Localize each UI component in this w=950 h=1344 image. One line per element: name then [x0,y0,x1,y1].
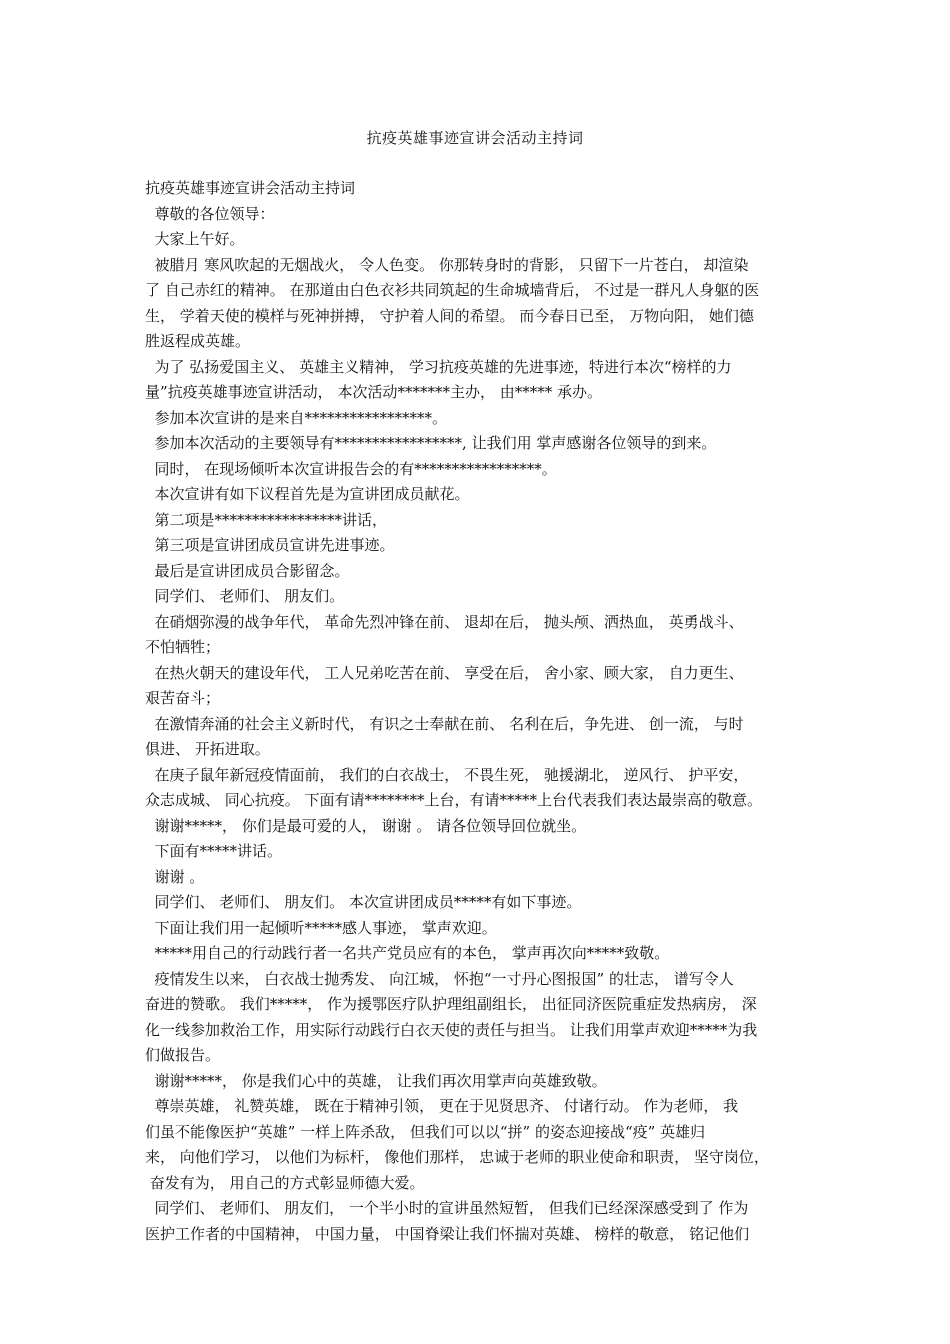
text-line: 下面让我们用一起倾听*****感人事迹， 掌声欢迎。 [145,918,497,937]
text-line: 在庚子鼠年新冠疫情面前， 我们的白衣战士， 不畏生死， 驰援湖北， 逆风行、 护平安， [145,765,749,784]
text-line: 生， 学着天使的模样与死神拼搏， 守护着人间的希望。 而今春日已至， 万物向阳， 她们德 [145,306,754,325]
text-line: 最后是宣讲团成员合影留念。 [145,561,350,580]
text-line: 同学们、 老师们、 朋友们。 [145,587,345,605]
text-line: 本次宣讲有如下议程首先是为宣讲团成员献花。 [145,485,470,503]
text-line: 同学们、 老师们、 朋友们， 一个半小时的宣讲虽然短暂， 但我们已经深深感受到了 作为 [145,1199,749,1217]
text-line: 在激情奔涌的社会主义新时代， 有识之士奉献在前、 名利在后，争先进、 创一流， 与时 [145,714,744,733]
text-line: 谢谢*****， 你是我们心中的英雄， 让我们再次用掌声向英雄致敬。 [145,1071,607,1090]
text-line: 奋进的赞歌。 我们*****， 作为援鄂医疗队护理组副组长， 出征同济医院重症发热病房， 深 [145,995,757,1013]
text-line: 大家上午好。 [145,230,245,248]
text-line: 第二项是*****************讲话， [145,510,388,529]
document-body [145,176,810,1247]
text-line: 艰苦奋斗； [145,689,221,707]
text-line: 同时， 在现场倾听本次宣讲报告会的有*****************。 [145,459,557,478]
text-line: 医护工作者的中国精神， 中国力量， 中国脊梁让我们怀揣对英雄、 榜样的敬意， 铭记他们 [145,1224,750,1243]
text-line: 了 自己赤红的精神。 在那道由白色衣衫共同筑起的生命城墙背后， 不过是一群凡人身躯的医 [145,281,760,299]
text-line: 奋发有为， 用自己的方式彰显师德大爱。 [145,1173,425,1192]
text-line: 疫情发生以来， 白衣战士抛秀发、 向江城， 怀抱“一寸丹心图报国” 的壮志， 谱写令人 [145,969,734,988]
document-title: 抗疫英雄事迹宣讲会活动主持词 [366,129,584,147]
text-line: 同学们、 老师们、 朋友们。 本次宣讲团成员*****有如下事迹。 [145,893,582,911]
text-line: 谢谢 。 [145,867,205,886]
text-line: 参加本次宣讲的是来自*****************。 [145,408,448,427]
text-line: 参加本次活动的主要领导有*****************, 让我们用 掌声感谢各位领导的到来。 [145,434,717,452]
text-line: *****用自己的行动践行者一名共产党员应有的本色， 掌声再次向*****致敬。 [145,944,670,962]
text-line: 在硝烟弥漫的战争年代， 革命先烈冲锋在前、 退却在后， 抛头颅、洒热血， 英勇战斗、 [145,612,744,631]
text-line: 不怕牺牲； [145,638,221,656]
text-line: 尊敬的各位领导： [145,204,275,223]
text-line: 为了 弘扬爱国主义、 英雄主义精神， 学习抗疫英雄的先进事迹，特进行本次“榜样的力 [145,357,732,376]
text-line: 谢谢*****， 你们是最可爱的人， 谢谢 。 请各位领导回位就坐。 [145,816,587,835]
text-line: 俱进、 开拓进取。 [145,740,270,758]
text-line: 在热火朝天的建设年代， 工人兄弟吃苦在前、 享受在后， 舍小家、顾大家， 自力更生、 [145,663,744,682]
text-line: 化一线参加救治工作，用实际行动践行白衣天使的责任与担当。 让我们用掌声欢迎*****为我 [145,1020,758,1039]
text-line: 被腊月 寒风吹起的无烟战火， 令人色变。 你那转身时的背影， 只留下一片苍白， 却渲染 [145,255,749,274]
text-line: 量”抗疫英雄事迹宣讲活动， 本次活动*******主办， 由***** 承办。 [145,383,602,401]
text-line: 们虽不能像医护“英雄” 一样上阵杀敌， 但我们可以以“拼” 的姿态迎接战“疫” 英雄归 [145,1122,706,1141]
text-line: 下面有*****讲话。 [145,842,283,860]
text-line: 胜返程成英雄。 [145,332,251,350]
text-line: 来， 向他们学习， 以他们为标杆， 像他们那样， 忠诚于老师的职业使命和职责， 坚守岗位， [145,1148,769,1166]
text-line: 众志成城、 同心抗疫。 下面有请********上台，有请*****上台代表我们表达最崇高的敬意。 [145,791,763,809]
text-line: 抗疫英雄事迹宣讲会活动主持词 [145,179,356,197]
text-line: 们做报告。 [145,1046,221,1064]
text-line: 第三项是宣讲团成员宣讲先进事迹。 [145,536,395,554]
text-line: 尊崇英雄， 礼赞英雄， 既在于精神引领， 更在于见贤思齐、 付诸行动。 作为老师， 我 [145,1097,739,1115]
